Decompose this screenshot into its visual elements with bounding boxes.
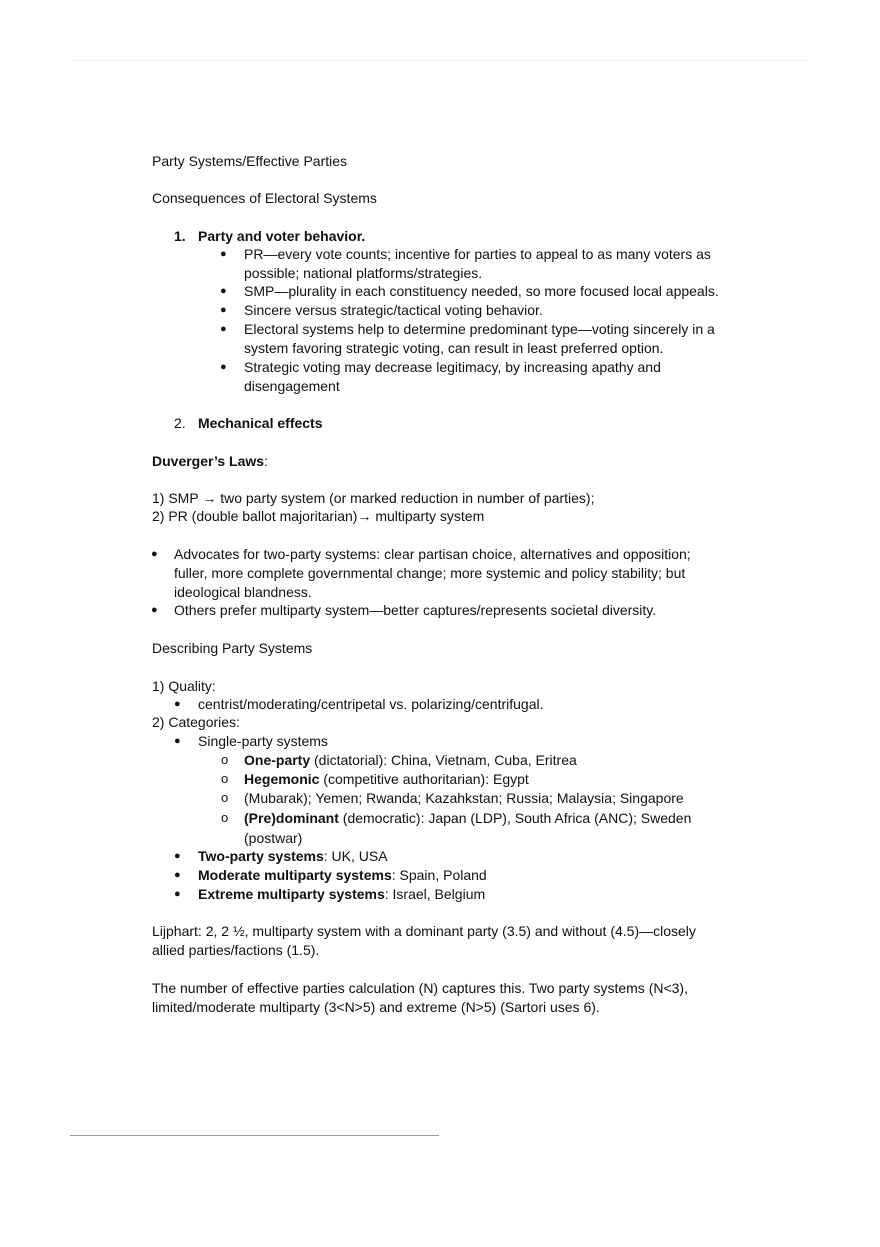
bullet-icon: ● <box>174 735 181 747</box>
list-item: centrist/moderating/centripetal vs. polarizing/centrifugal. <box>198 696 544 712</box>
term-predominant: (Pre)dominant <box>244 810 339 826</box>
list-item <box>198 847 388 865</box>
list-item: Electoral systems help to determine predominant type—voting sincerely in a <box>244 321 715 337</box>
circle-bullet-icon: o <box>221 771 229 786</box>
bullet-icon: ● <box>151 548 158 560</box>
list-item-cont: fuller, more complete governmental change; more systemic and policy stability; but <box>174 565 686 581</box>
sub-list-item-cont: (postwar) <box>244 830 303 846</box>
list-item <box>198 866 487 884</box>
bullet-icon: ● <box>220 304 227 316</box>
list-item-cont: system favoring strategic voting, can result in least preferred option. <box>244 340 664 356</box>
term-desc: (democratic): Japan (LDP), South Africa (ANC); Sweden <box>338 810 692 826</box>
term-desc: : Israel, Belgium <box>384 886 486 902</box>
term-one-party: One-party <box>244 752 311 768</box>
term-desc: (competitive authoritarian): Egypt <box>319 771 529 787</box>
duverger-colon: : <box>264 453 268 469</box>
sub-list-item <box>244 809 691 827</box>
paragraph-effective-parties: The number of effective parties calculation (N) captures this. Two party systems (N<3), <box>152 980 688 996</box>
list-item: Advocates for two-party systems: clear partisan choice, alternatives and opposition; <box>174 546 691 562</box>
list-item: SMP—plurality in each constituency needed, so more focused local appeals. <box>244 283 719 299</box>
list-item: Strategic voting may decrease legitimacy, by increasing apathy and <box>244 359 661 375</box>
duverger-law-1 <box>152 489 594 507</box>
law-2-prefix: 2) PR (double ballot majoritarian) <box>152 508 358 524</box>
sub-list-item: (Mubarak); Yemen; Rwanda; Kazahkstan; Russia; Malaysia; Singapore <box>244 790 684 806</box>
list-number: 2. <box>174 415 186 431</box>
quality-label: 1) Quality: <box>152 678 216 694</box>
circle-bullet-icon: o <box>221 752 229 767</box>
term-desc: : Spain, Poland <box>391 867 487 883</box>
list-number: 1. <box>174 228 186 244</box>
paragraph-lijphart-cont: allied parties/factions (1.5). <box>152 942 320 958</box>
list-item-cont: ideological blandness. <box>174 584 312 600</box>
duverger-heading <box>152 452 268 470</box>
page-title: Party Systems/Effective Parties <box>152 153 348 169</box>
paragraph-effective-parties-cont: limited/moderate multiparty (3<N>5) and extreme (N>5) (Sartori uses 6). <box>152 999 600 1015</box>
circle-bullet-icon: o <box>221 810 229 825</box>
section-heading-describing: Describing Party Systems <box>152 640 313 656</box>
bullet-icon: ● <box>220 323 227 335</box>
bullet-icon: ● <box>151 604 158 616</box>
term-desc: : UK, USA <box>323 848 388 864</box>
law-1-prefix: 1) SMP <box>152 490 203 506</box>
bullet-icon: ● <box>220 361 227 373</box>
list-item-cont: disengagement <box>244 378 340 394</box>
header-divider <box>70 60 810 61</box>
footnote-separator <box>70 1135 439 1136</box>
paragraph-lijphart: Lijphart: 2, 2 ½, multiparty system with a dominant party (3.5) and without (4.5)—closely <box>152 923 696 939</box>
item-heading-party-voter: Party and voter behavior. <box>198 228 366 244</box>
term-desc: (dictatorial): China, Vietnam, Cuba, Eritrea <box>310 752 577 768</box>
list-item: Others prefer multiparty system—better captures/represents societal diversity. <box>174 602 657 618</box>
categories-label: 2) Categories: <box>152 714 240 730</box>
item-heading-mechanical: Mechanical effects <box>198 415 323 431</box>
duverger-law-2 <box>152 507 484 525</box>
sub-list-item <box>244 751 577 769</box>
arrow-right-icon: → <box>357 508 372 524</box>
list-item <box>198 885 485 903</box>
arrow-right-icon: → <box>202 490 217 506</box>
term-hegemonic: Hegemonic <box>244 771 320 787</box>
bullet-icon: ● <box>174 888 181 900</box>
law-2-text: multiparty system <box>371 508 485 524</box>
list-item: PR—every vote counts; incentive for parties to appeal to as many voters as <box>244 246 711 262</box>
bullet-icon: ● <box>174 698 181 710</box>
term-extreme: Extreme multiparty systems <box>198 886 385 902</box>
section-heading-consequences: Consequences of Electoral Systems <box>152 190 377 206</box>
bullet-icon: ● <box>174 850 181 862</box>
list-item: Sincere versus strategic/tactical voting behavior. <box>244 302 543 318</box>
circle-bullet-icon: o <box>221 790 229 805</box>
duverger-label: Duverger’s Laws <box>152 453 265 469</box>
bullet-icon: ● <box>174 869 181 881</box>
term-moderate: Moderate multiparty systems <box>198 867 392 883</box>
law-1-text: two party system (or marked reduction in number of parties); <box>216 490 595 506</box>
term-two-party: Two-party systems <box>198 848 324 864</box>
list-item-cont: possible; national platforms/strategies. <box>244 265 483 281</box>
list-item: Single-party systems <box>198 733 328 749</box>
bullet-icon: ● <box>220 285 227 297</box>
sub-list-item <box>244 770 529 788</box>
bullet-icon: ● <box>220 248 227 260</box>
